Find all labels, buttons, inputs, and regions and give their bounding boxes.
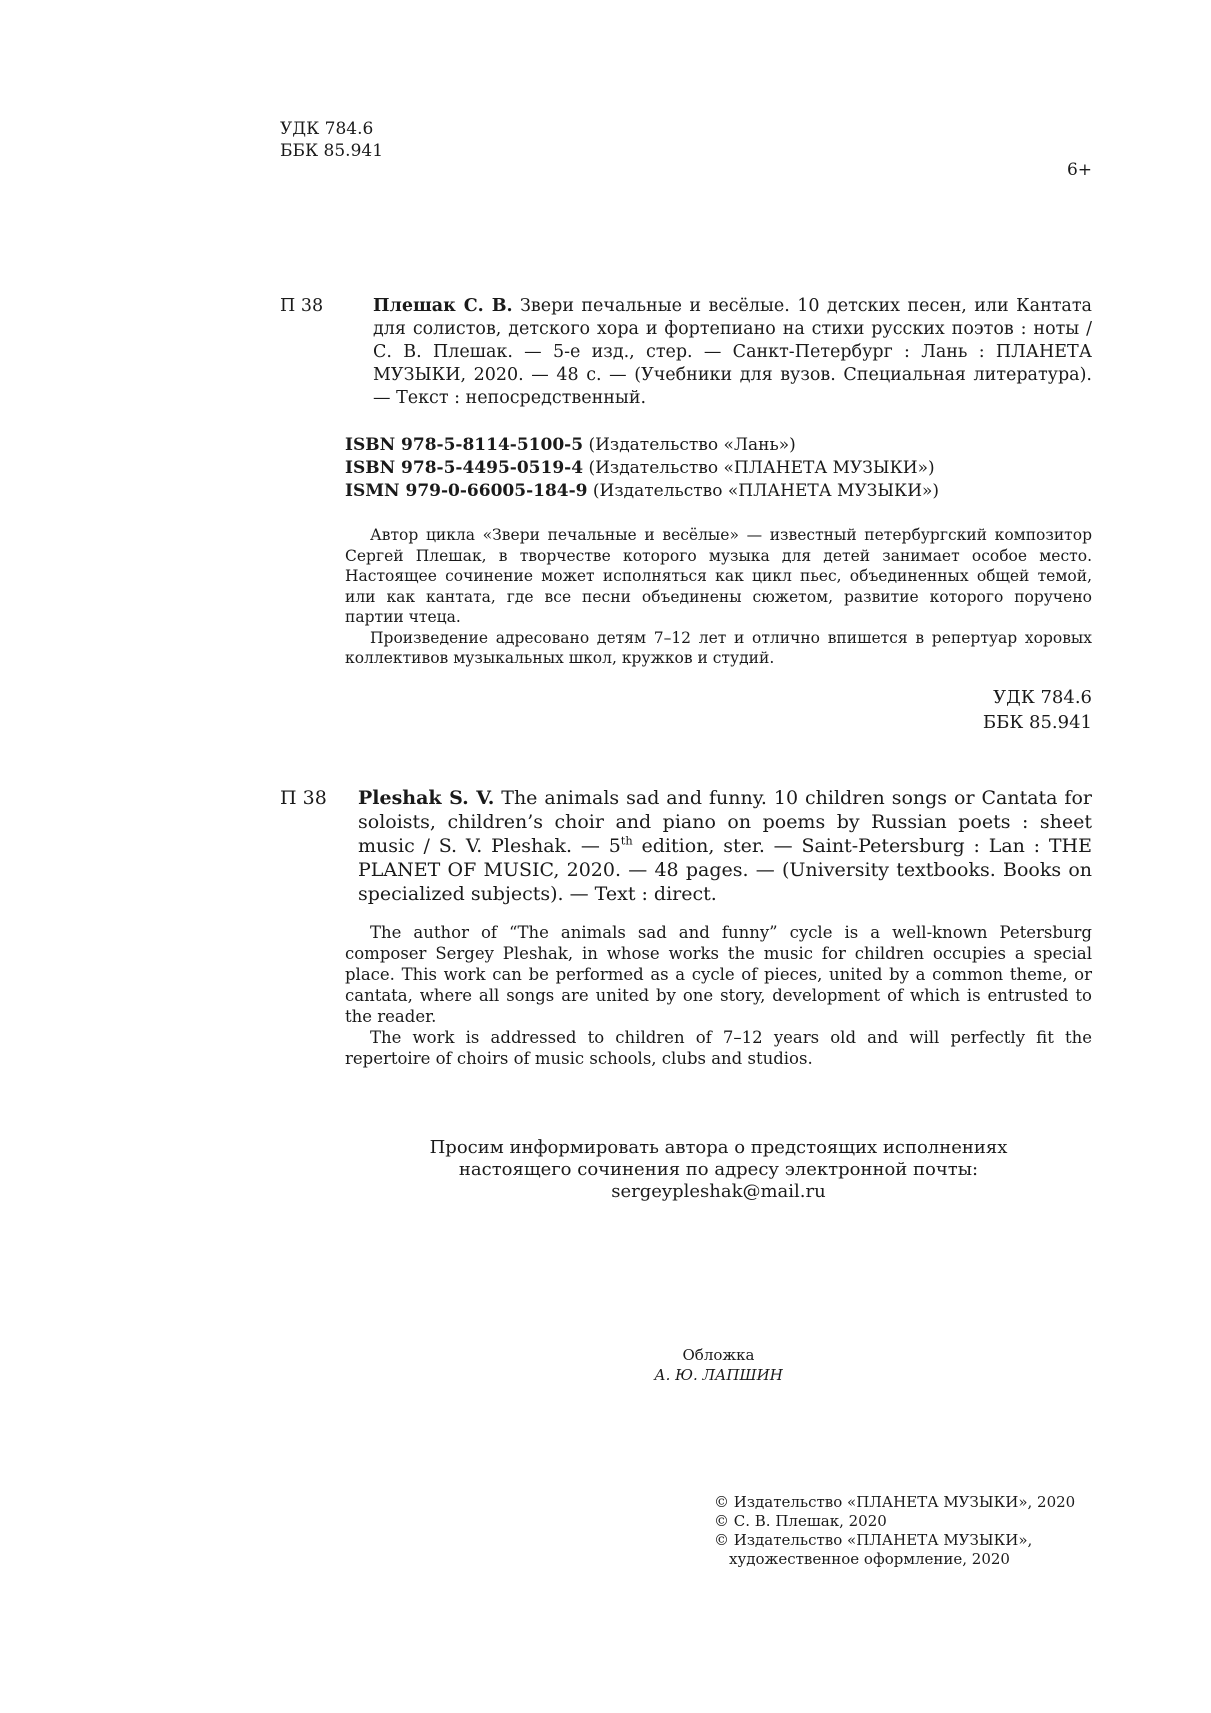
copyright-line: © Издательство «ПЛАНЕТА МУЗЫКИ», 2020: [714, 1493, 1076, 1511]
russian-entry-body: [373, 295, 1092, 410]
english-author: Pleshak S. V.: [358, 787, 495, 809]
isbn-publisher: (Издательство «Лань»): [588, 435, 796, 455]
inform-line: настоящего сочинения по адресу электронной почты:: [458, 1159, 979, 1180]
isbn-line: [345, 480, 939, 503]
russian-description: Звери печальные и весёлые. 10 детских песен, или Кантата для солистов, детского хора и фортепиано на стихи русских поэтов : ноты / С. В. Плешак. — 5-е изд., стер. — Санкт-Петербург : Лань : ПЛАНЕТА МУЗЫКИ, 2020. — 48 с. — (Учебники для вузов. Специальная литература). — Текст : непосредственный.: [373, 296, 1092, 408]
annotation-paragraph: The author of “The animals sad and funny” cycle is a well-known Petersburg composer Sergey Pleshak, in whose works the music for children occupies a special place. This work can be performed as a cycle of pieces, united by a common theme, or cantata, where all songs are united by one story, development of which is entrusted to the reader.: [345, 923, 1092, 1026]
cover-designer: А. Ю. ЛАПШИН: [654, 1366, 783, 1384]
inform-line: Просим информировать автора о предстоящих исполнениях: [429, 1137, 1008, 1158]
inform-request: [345, 1137, 1092, 1203]
isbn-line: [345, 434, 939, 457]
header-classification: [280, 118, 383, 162]
russian-annotation: [345, 525, 1092, 669]
english-author-code: П 38: [280, 787, 327, 809]
english-description-part1: The animals sad and funny. 10 children songs or Cantata for soloists, children’s choir and piano on poems by Russian poets : sheet music / S. V. Pleshak. — 5: [358, 787, 1092, 857]
isbn-line: [345, 457, 939, 480]
cover-credit: [345, 1345, 1092, 1385]
copyright-line: © С. В. Плешак, 2020: [714, 1512, 887, 1530]
copyright-line: © Издательство «ПЛАНЕТА МУЗЫКИ», художественное оформление, 2020: [714, 1531, 1033, 1568]
isbn-number: ISMN 979-0-66005-184-9: [345, 481, 588, 501]
copyright-block: [714, 1493, 1094, 1569]
russian-author: Плешак С. В.: [373, 296, 513, 316]
english-entry-body: [358, 786, 1092, 906]
isbn-number: ISBN 978-5-4495-0519-4: [345, 458, 584, 478]
header-bbk: ББК 85.941: [280, 141, 384, 161]
english-description-part2: edition, ster. — Saint-Petersburg : Lan : THE PLANET OF MUSIC, 2020. — 48 pages. — (University textbooks. Books on specialized subjects). — Text : direct.: [358, 835, 1092, 905]
annotation-paragraph: The work is addressed to children of 7–12 years old and will perfectly fit the repertoire of choirs of music schools, clubs and studios.: [345, 1028, 1092, 1068]
annotation-paragraph: Автор цикла «Звери печальные и весёлые» — известный петербургский композитор Сергей Плешак, в творчестве которого музыка для детей занимает особое место. Настоящее сочинение может исполняться как цикл пьес, объединенных общей темой, или как кантата, где все песни объединены сюжетом, развитие которого поручено партии чтеца.: [345, 526, 1092, 626]
isbn-publisher: (Издательство «ПЛАНЕТА МУЗЫКИ»): [588, 458, 935, 478]
russian-author-code: П 38: [280, 296, 324, 316]
isbn-publisher: (Издательство «ПЛАНЕТА МУЗЫКИ»): [592, 481, 940, 501]
contact-email[interactable]: sergeypleshak@mail.ru: [611, 1181, 826, 1202]
edition-superscript: th: [620, 833, 633, 848]
isbn-number: ISBN 978-5-8114-5100-5: [345, 435, 584, 455]
russian-bbk: ББК 85.941: [982, 712, 1092, 733]
age-rating: 6+: [1066, 160, 1092, 180]
english-annotation: [345, 922, 1092, 1069]
russian-catalog-entry: [280, 295, 1092, 410]
english-catalog-entry: [280, 786, 1092, 906]
russian-udk: УДК 784.6: [993, 687, 1092, 708]
header-udk: УДК 784.6: [280, 119, 374, 139]
isbn-list: [345, 434, 939, 503]
cover-label: Обложка: [682, 1346, 755, 1364]
russian-classification: [983, 685, 1092, 735]
annotation-paragraph: Произведение адресовано детям 7–12 лет и отлично впишется в репертуар хоровых коллективов музыкальных школ, кружков и студий.: [345, 628, 1092, 667]
